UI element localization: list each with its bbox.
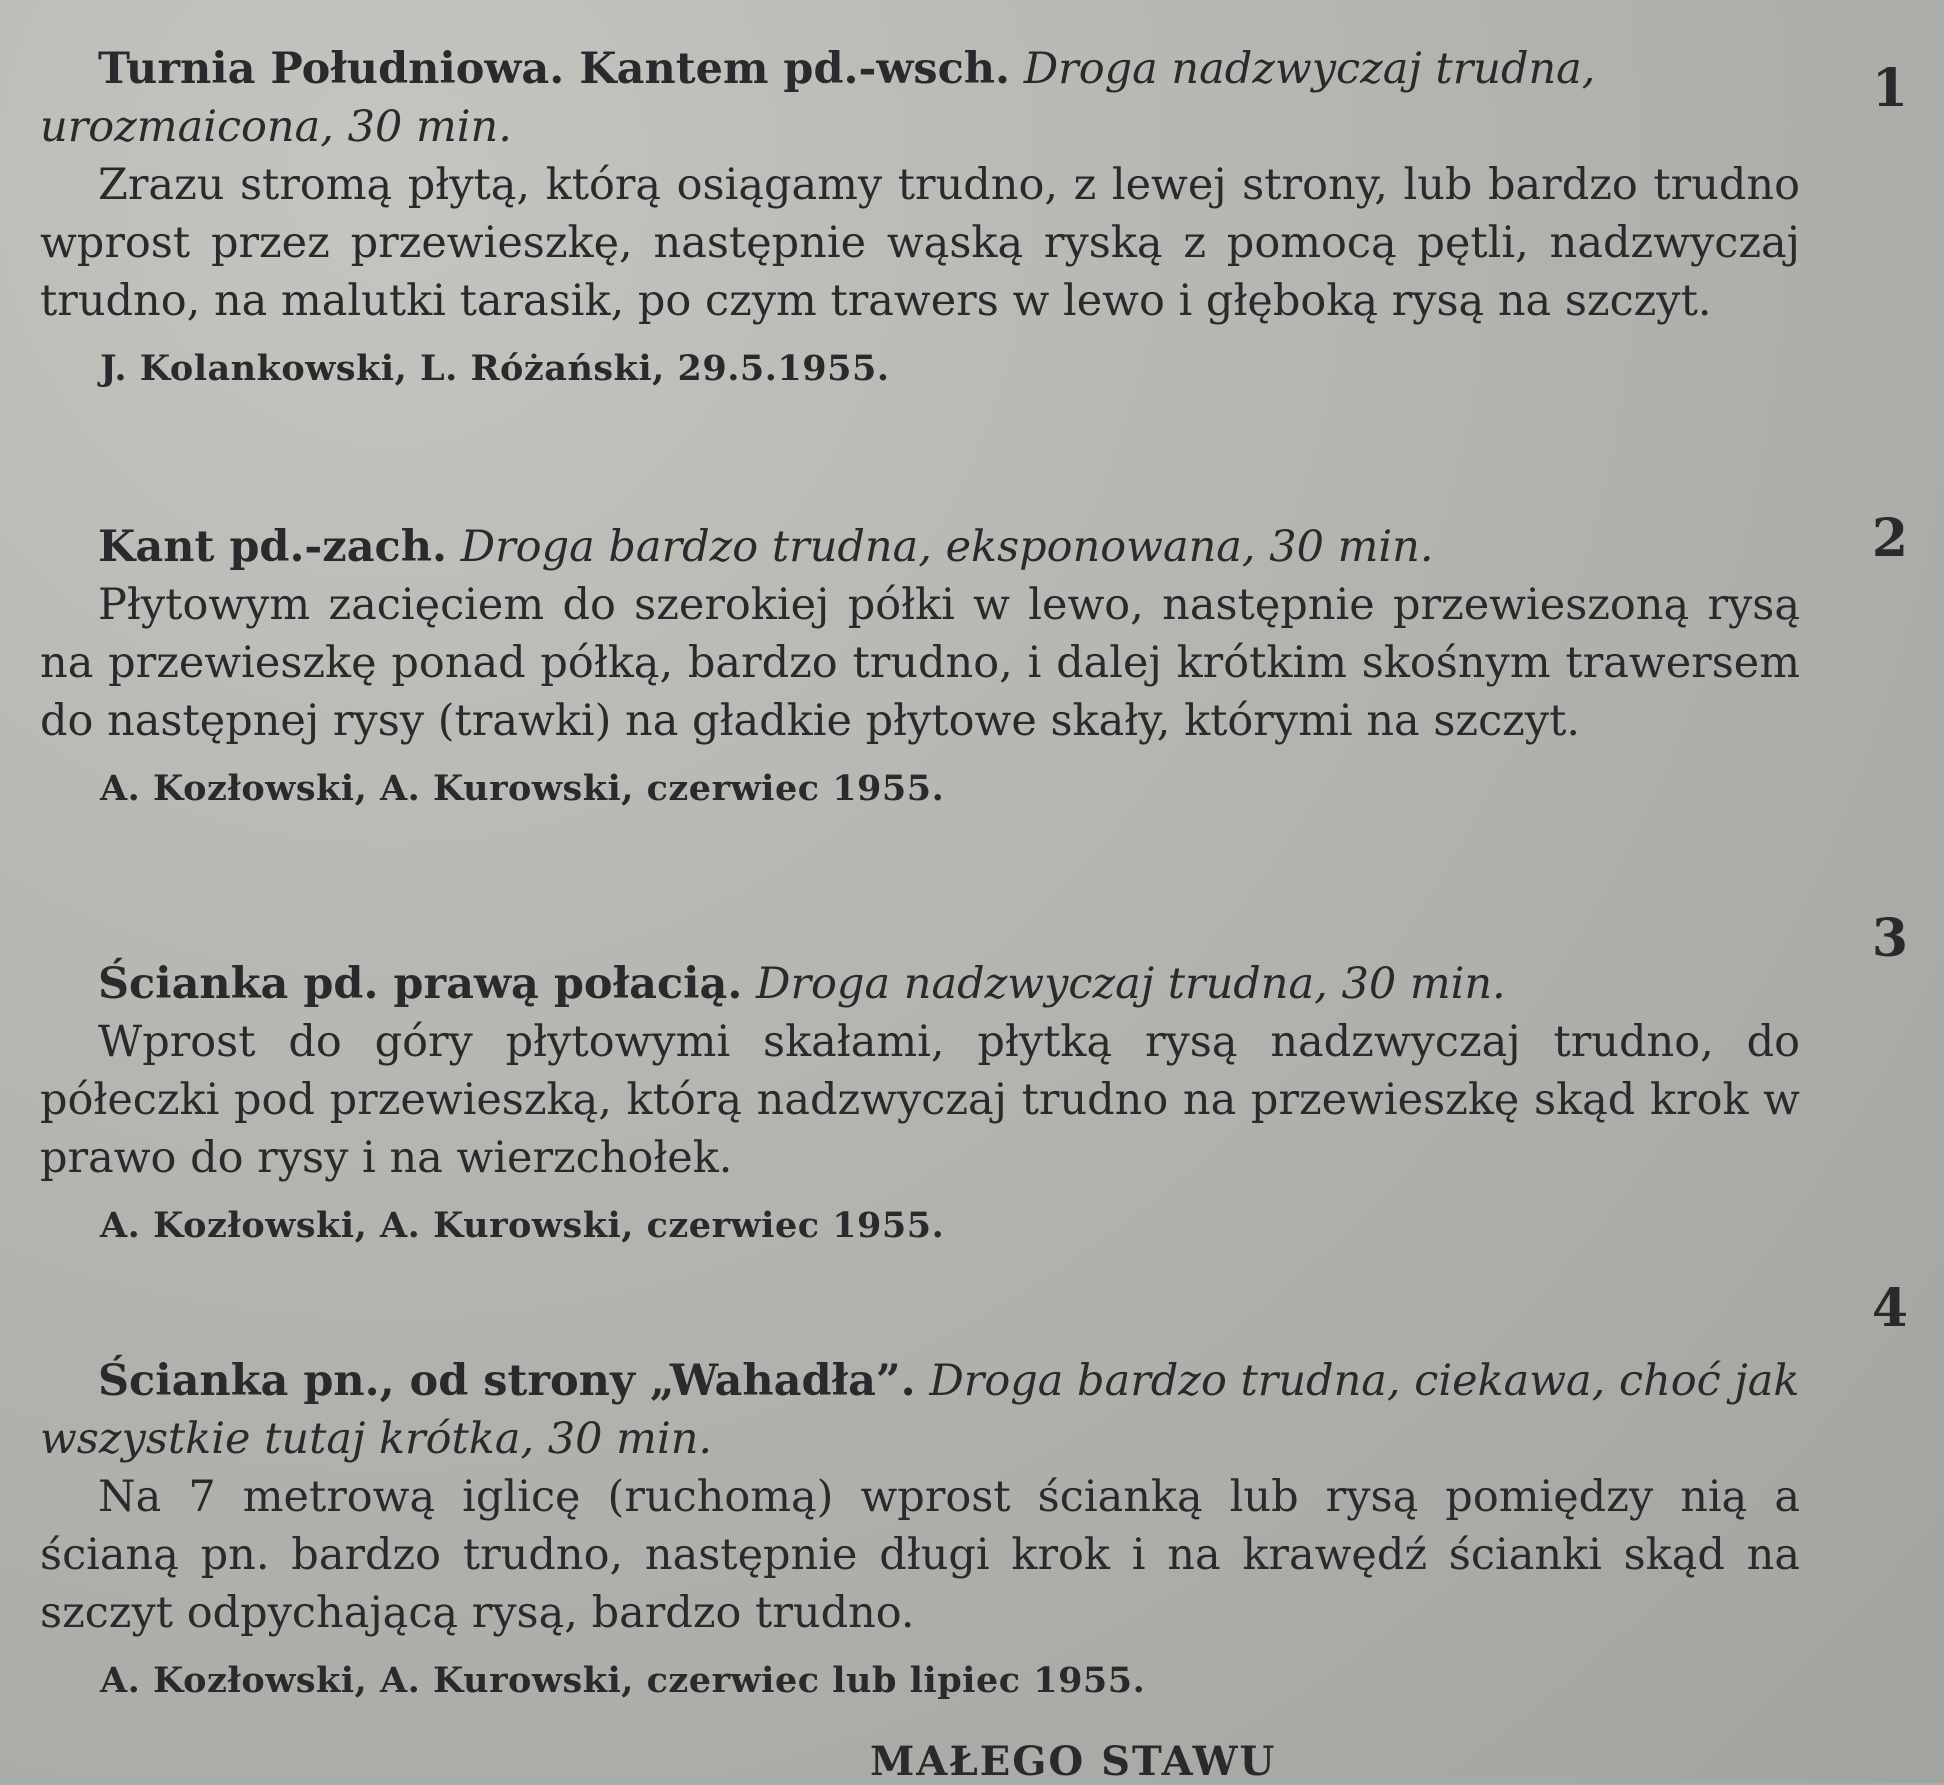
- route-authors: A. Kozłowski, A. Kurowski, czerwiec 1955.: [100, 1205, 945, 1246]
- route-description: Droga nadzwyczaj trudna, urozmaicona, 30 min.: [40, 44, 1596, 152]
- route-entry-2: [40, 518, 1800, 809]
- route-authors: A. Kozłowski, A. Kurowski, czerwiec lub lipiec 1955.: [100, 1660, 1146, 1701]
- route-heading: [40, 955, 1800, 1013]
- route-text: Na 7 metrową iglicę (ruchomą) wprost ścianką lub rysą pomiędzy nią a ścianą pn. bardzo trudno, następnie długi krok i na krawędź ścianki skąd na szczyt odpychającą rysą, bardzo trudno.: [40, 1472, 1800, 1638]
- route-number: 4: [1871, 1278, 1909, 1339]
- route-entry-1: [40, 40, 1800, 389]
- route-heading: [40, 1352, 1800, 1468]
- route-text: Zrazu stromą płytą, którą osiągamy trudno, z lewej strony, lub bardzo trudno wprost przez przewieszkę, następnie wąską ryską z pomocą pętli, nadzwyczaj trudno, na malutki tarasik, po czym trawers w lewo i głęboką rysą na szczyt.: [40, 160, 1800, 326]
- route-heading: [40, 40, 1800, 156]
- route-text: Wprost do góry płytowymi skałami, płytką rysą nadzwyczaj trudno, do półeczki pod przewieszką, którą nadzwyczaj trudno na przewieszkę skąd krok w prawo do rysy i na wierzchołek.: [40, 1017, 1800, 1183]
- route-number: 2: [1871, 508, 1909, 569]
- route-description: Droga nadzwyczaj trudna, 30 min.: [756, 959, 1506, 1009]
- route-title: Ścianka pn., od strony „Wahadła”.: [98, 1356, 916, 1406]
- route-title: Ścianka pd. prawą połacią.: [98, 959, 743, 1009]
- route-entry-4: [40, 1352, 1800, 1701]
- route-description: Droga bardzo trudna, ciekawa, choć jak wszystkie tutaj krótka, 30 min.: [40, 1356, 1800, 1464]
- route-heading: [40, 518, 1800, 576]
- route-authors: J. Kolankowski, L. Różański, 29.5.1955.: [100, 348, 890, 389]
- document-page: [40, 30, 1920, 1770]
- section-heading-partial: MAŁEGO STAWU: [870, 1738, 1277, 1785]
- route-number: 3: [1871, 908, 1909, 969]
- route-title: Turnia Południowa. Kantem pd.-wsch.: [98, 44, 1011, 94]
- route-description: Droga bardzo trudna, eksponowana, 30 min.: [460, 522, 1434, 572]
- route-number: 1: [1871, 58, 1909, 119]
- route-entry-3: [40, 955, 1800, 1246]
- route-authors: A. Kozłowski, A. Kurowski, czerwiec 1955.: [100, 768, 945, 809]
- route-text: Płytowym zacięciem do szerokiej półki w lewo, następnie przewieszoną rysą na przewieszkę ponad półką, bardzo trudno, i dalej krótkim skośnym trawersem do następnej rysy (trawki) na gładkie płytowe skały, którymi na szczyt.: [40, 580, 1800, 746]
- route-title: Kant pd.-zach.: [98, 522, 447, 572]
